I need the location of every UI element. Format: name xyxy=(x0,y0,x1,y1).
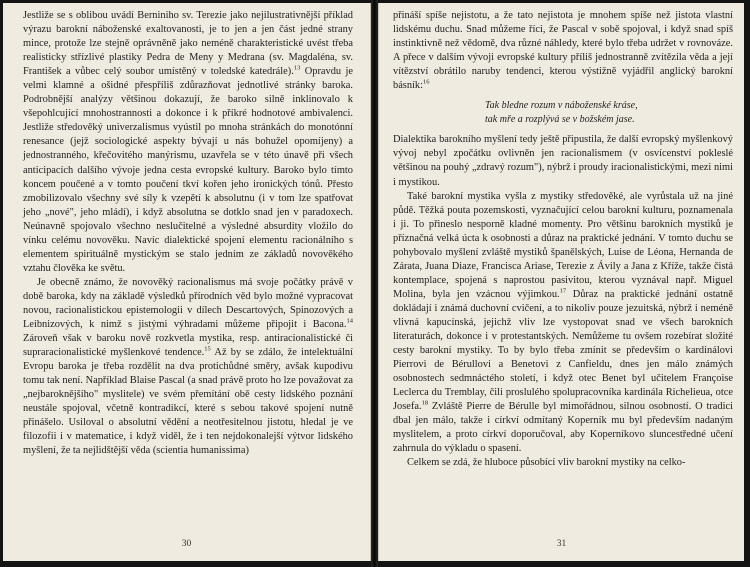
paragraph-verse xyxy=(393,99,733,127)
paragraph-r4 xyxy=(393,456,733,470)
text-run: Až by se zdálo, že intelektuální Evropu baroka je třeba rozdělit na dva protichůdné směry, avšak kupodivu tomu tak není. Například Blaise Pascal (a snad právě proto ho lze považovat za „nejbaroknějšího" myslitele) ve svém přemítání obě cesty lidského poznání neustále spojoval, včetně kontradikcí, které s sebou takové spojení nutně přinášelo. Usiloval o absolutní vědění a neotřesitelnou jistotu, hledal je ve filozofii i v matematice, i když viděl, že i ten nejdokonalejší výtvor lidského myšlení, že ta nejlidštější věda (scientia humanissima) xyxy=(23,347,353,457)
verse-line: Tak bledne rozum v náboženské kráse, xyxy=(485,100,638,112)
paragraph-r1 xyxy=(393,9,733,93)
footnote-marker: 13 xyxy=(293,64,301,72)
footnote-marker: 16 xyxy=(423,78,430,86)
text-run: Jestliže se s oblibou uvádí Berniniho sv. Terezie jako nejilustrativnější příklad výrazu barokní náboženské exaltovanosti, je to jen a jen část jedné strany mince, protože lze stejně oprávněně jako neméně charakteristické uvést třeba realisticky střízlivé plastiky Pedra de Meny y Medrana (sv. Magdaléna, sv. František a vůbec celý soubor umístěný v toledské katedrále). xyxy=(23,10,353,78)
text-run: Také barokní mystika vyšla z mystiky středověké, ale vyrůstala už na jiné půdě. Těžká pouta pozemskosti, vyznačující celou barokní kulturu, poznamenala i ji. To přineslo nesporně kladné momenty. Pro většinu barokních mystiků je příznačná velká úcta k osobnosti a důraz na praktické jednání. V tomto duchu se pohybovalo myšlení zvláště mystiků španělských, Luise de Léona, Hernanda de Zárata, Juana Diaze, Francisca Ariase, Terezie z Ávily a Jana z Kříže, takže čistá kontemplace, spojená s naprostou pasivitou, kterou vyznával např. Miguel Molina, byla jen vzácnou výjimkou. xyxy=(393,190,733,300)
footnote-marker: 17 xyxy=(559,287,567,295)
text-run: Celkem se zdá, že hluboce působící vliv barokní mystiky na celko- xyxy=(407,457,686,469)
text-run: Je obecně známo, že novověký racionalismus má svoje počátky právě v době baroka, kdy na základě výsledků přírodních věd bylo možné vypracovat novou, racionalistickou epistemologii v dílech Descartových, Spinozových a Leibnizových, k nimž s jistými výhradami můžeme připojit i Bacona. xyxy=(23,276,353,331)
right-page xyxy=(378,3,744,561)
text-run: Zvláště Pierre de Bérulle byl mimořádnou, silnou osobností. O tradici dbal jen málo, takže i církví odmítaný Koperník mu byl především nadaným myslitelem, a proto církví doporučoval, aby Koperníkovo sluncestředné učení zahrnula do výkladu o spasení. xyxy=(393,401,733,455)
verse-line: tak mře a rozplývá se v božském jase. xyxy=(485,114,635,126)
paragraph-r2 xyxy=(393,133,733,189)
left-page-text xyxy=(23,9,353,459)
left-page xyxy=(3,3,371,561)
footnote-marker: 14 xyxy=(346,317,353,325)
page-number-right: 31 xyxy=(556,539,567,549)
right-page-text xyxy=(393,9,733,471)
text-run: Dialektika barokního myšlení tedy ještě připustila, že další evropský myšlenkový vývoj nebyl zpočátku ovlivněn jen racionalismem (v osvícenství pokleslé většinou na pouhý „zdravý rozum"), nýbrž i proudy iracionalistickými, mezi nimi i mystikou. xyxy=(393,134,733,188)
paragraph-r3 xyxy=(393,190,733,457)
text-run: Opravdu je velmi klamné a ošidné přespříliš zdůrazňovat jednotlivé stránky baroka. Podrobnější analýzy většinou dokazují, že baroko silně inklinovalo k všepohlcující mnohostrannosti a dokonce i k příkré hodnotové ambivalenci. Jestliže středověký univerzalismus vyústil po mnoha stránkách do monotónní renesance (jejž sociologické aspekty bývají u nás bohužel opomíjeny) a jednostranného, křečovitého manýrismu, uzavřela se v této únavě při všech anticipacích dalšího vývoje jedna cesta evropské kultury. Baroko bylo tímto koncem poučené a v tomto poučení tkví kořen jeho ironických tónů. Přesto zmobilizovalo všechny své síly k vzepětí k absolutnu (i v tom lze spatřovat jeho „nové", jeho mládí), i když absolutna se dotklo snad jen v paradoxech. Neúnavně spojovalo všechno neslučitelné a výsledné absurdity vložilo do vínku celému novověku. Navíc dialektické spojení elementu racionálního s elementem spirituálně mystickým se stalo jedním ze základů novověkého vztahu člověka ke světu. xyxy=(23,66,353,274)
paragraph-p2 xyxy=(23,276,353,459)
text-run: Zároveň však v baroku nově rozkvetla mystika, resp. antiracionalistické či supraracionalistické myšlenkové tendence. xyxy=(23,333,353,359)
book-gutter xyxy=(371,0,378,567)
page-number-left: 30 xyxy=(181,539,192,549)
text-run: Důraz na praktické jednání ostatně dokládají i známá duchovní cvičení, a to nikoliv pouze jezuitská, nýbrž i neméně vlivná kapucínská, jejichž vliv lze vystopovat snad ve všech barokních literaturách, dokonce i v protestantských. Nemůžeme tu ovšem rozebírat složité cesty barokní mystiky. To by bylo třeba zmínit se především o kardinálovi Pierrovi de Bérullovi a Benetovi z Canfieldu, dnes jen málo známých osobnostech sedmnáctého století, i když otec Benet byl učitelem Françoise Leclerca du Tremblay, čili proslulého spolupracovníka kardinála Richelieua, otce Josefa. xyxy=(393,288,733,413)
footnote-marker: 18 xyxy=(421,399,429,407)
footnote-marker: 15 xyxy=(204,345,211,353)
text-run: přináší spíše nejistotu, a že tato nejistota je mnohem spíše než jistota vlastní lidskému duchu. Snad můžeme říci, že Pascal v sobě spojoval, i když snad spíš instinktivně než vědomě, dva různé náhledy, které bylo třeba udržet v rovnováze. A přece v dalším vývoji evropské kultury příliš jednostranně zvítězila věda a její vítězství obrátilo naruby tendenci, kterou výstižně vyjádřil anglický barokní básník: xyxy=(393,10,733,92)
paragraph-p1 xyxy=(23,9,353,276)
